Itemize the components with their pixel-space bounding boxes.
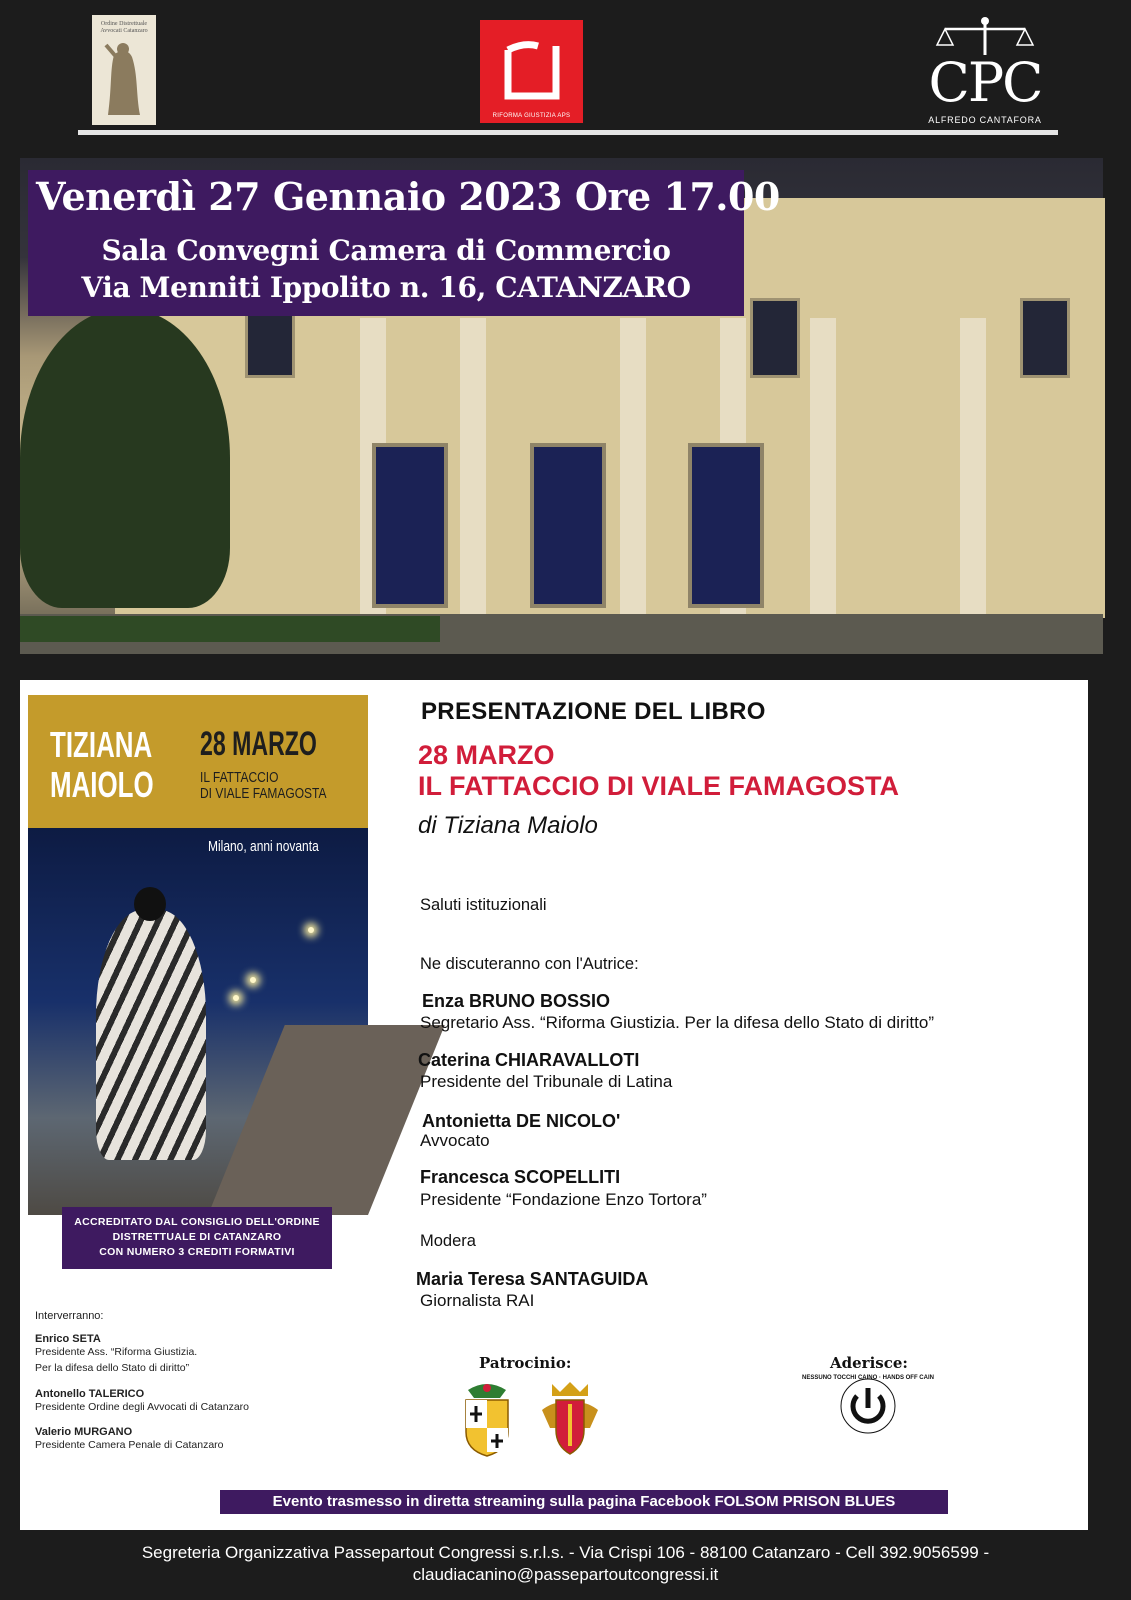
book-cover-place: Milano, anni novanta: [208, 838, 319, 855]
moderator-label: Modera: [420, 1232, 476, 1250]
intervention-item: [35, 1426, 224, 1452]
speaker-role: Presidente “Fondazione Enzo Tortora”: [420, 1190, 707, 1209]
discussants-intro: Ne discuteranno con l'Autrice:: [420, 955, 639, 973]
column: [960, 318, 986, 618]
patronage-label: Patrocinio:: [479, 1354, 572, 1372]
intervention-item: [35, 1388, 249, 1414]
book-cover-figure: [96, 910, 206, 1160]
moderator-role: Giornalista RAI: [420, 1291, 535, 1310]
speaker-name: Francesca SCOPELLITI: [420, 1167, 621, 1187]
book-cover-title: 28 MARZO: [200, 725, 317, 763]
streetlamp: [308, 927, 314, 933]
tree: [20, 308, 230, 608]
power-symbol-icon: [802, 1370, 934, 1442]
intervention-role: Presidente Ordine degli Avvocati di Catanzaro: [35, 1401, 250, 1413]
hedge: [20, 616, 440, 642]
intervention-role: Presidente Ass. “Riforma Giustizia.: [35, 1346, 198, 1358]
statue-icon: [92, 15, 156, 125]
footer-organizer: Segreteria Organizzativa Passepartout Congressi s.r.l.s. - Via Crispi 106 - 88100 Catanzaro - Cell 392.9056599 -: [141, 1543, 990, 1562]
speaker-name: Caterina CHIARAVALLOTI: [418, 1050, 640, 1070]
speaker-name: Antonietta DE NICOLO': [422, 1111, 621, 1131]
calabria-region-crest-icon: [460, 1380, 514, 1456]
program-card: [20, 680, 1088, 1530]
window: [750, 298, 800, 378]
event-info-box: [28, 170, 780, 316]
book-cover-figure-head: [134, 887, 166, 921]
intervention-item: [35, 1333, 197, 1375]
intervention-name: Antonello TALERICO: [35, 1388, 145, 1400]
header-divider: [78, 130, 1058, 135]
door: [372, 443, 448, 608]
window: [1020, 298, 1070, 378]
riforma-giustizia-logo: [480, 20, 583, 123]
book-title-line: 28 MARZO: [418, 740, 555, 770]
speaker-role: Avvocato: [420, 1131, 490, 1150]
presentation-heading: PRESENTAZIONE DEL LIBRO: [421, 698, 766, 725]
speaker-name: Enza BRUNO BOSSIO: [422, 991, 611, 1011]
cpc-letters: CPC: [928, 51, 1042, 114]
event-date: Venerdì 27 Gennaio 2023 Ore 17.00: [36, 174, 780, 219]
column: [810, 318, 836, 618]
ordine-avvocati-logo: [92, 15, 156, 125]
column: [620, 318, 646, 618]
scales-icon: [925, 15, 1045, 55]
accreditation-box: [62, 1207, 332, 1269]
book-cover-author: [50, 725, 154, 805]
catanzaro-crest-icon: [538, 1380, 602, 1456]
event-venue: Sala Convegni Camera di Commercio: [101, 234, 671, 267]
speaker-role: Segretario Ass. “Riforma Giustizia. Per la difesa dello Stato di diritto”: [420, 1013, 934, 1032]
adheres-label: Aderisce:: [830, 1354, 908, 1372]
book-subtitle-text: IL FATTACCIO DI VIALE FAMAGOSTA: [200, 769, 327, 802]
cpc-logo: [925, 15, 1045, 127]
event-address: Via Menniti Ippolito n. 16, CATANZARO: [81, 271, 691, 304]
presentation-author: di Tiziana Maiolo: [418, 812, 598, 839]
cpc-subtitle: ALFREDO CANTAFORA: [928, 115, 1042, 125]
streetlamp: [250, 977, 256, 983]
streetlamp: [233, 995, 239, 1001]
intervention-name: Enrico SETA: [35, 1333, 101, 1345]
accreditation-line: ACCREDITATO DAL CONSIGLIO DELL'ORDINE: [74, 1216, 320, 1228]
riforma-caption: RIFORMA GIUSTIZIA APS: [492, 113, 571, 119]
speaker-role: Presidente del Tribunale di Latina: [420, 1072, 673, 1091]
interventions-label: Interverranno:: [35, 1310, 104, 1322]
intervention-role: Per la difesa dello Stato di diritto”: [35, 1362, 190, 1374]
door: [688, 443, 764, 608]
nessuno-tocchi-caino-logo: [802, 1370, 934, 1442]
intervention-role: Presidente Camera Penale di Catanzaro: [35, 1439, 224, 1451]
moderator-name: Maria Teresa SANTAGUIDA: [416, 1269, 649, 1289]
accreditation-line: CON NUMERO 3 CREDITI FORMATIVI: [99, 1246, 295, 1258]
book-author-text: TIZIANA MAIOLO: [50, 724, 154, 805]
column: [460, 318, 486, 618]
footer-email: claudiacanino@passepartoutcongressi.it: [412, 1565, 719, 1584]
ordine-logo-text: Ordine Distrettuale Avvocati Catanzaro: [100, 21, 148, 34]
nessuno-text: NESSUNO TOCCHI CAINO · HANDS OFF CAIN: [802, 1375, 934, 1381]
intervention-name: Valerio MURGANO: [35, 1426, 133, 1438]
streaming-banner: Evento trasmesso in diretta streaming sulla pagina Facebook FOLSOM PRISON BLUES: [220, 1490, 948, 1514]
accreditation-line: DISTRETTUALE DI CATANZARO: [112, 1231, 282, 1243]
book-cover-subtitle: [200, 770, 326, 802]
greetings-text: Saluti istituzionali: [420, 896, 547, 914]
book-title-line: IL FATTACCIO DI VIALE FAMAGOSTA: [418, 771, 899, 801]
door: [530, 443, 606, 608]
riforma-mark-icon: [480, 20, 583, 123]
presentation-book-title: [418, 740, 899, 802]
book-cover: [28, 695, 368, 1215]
